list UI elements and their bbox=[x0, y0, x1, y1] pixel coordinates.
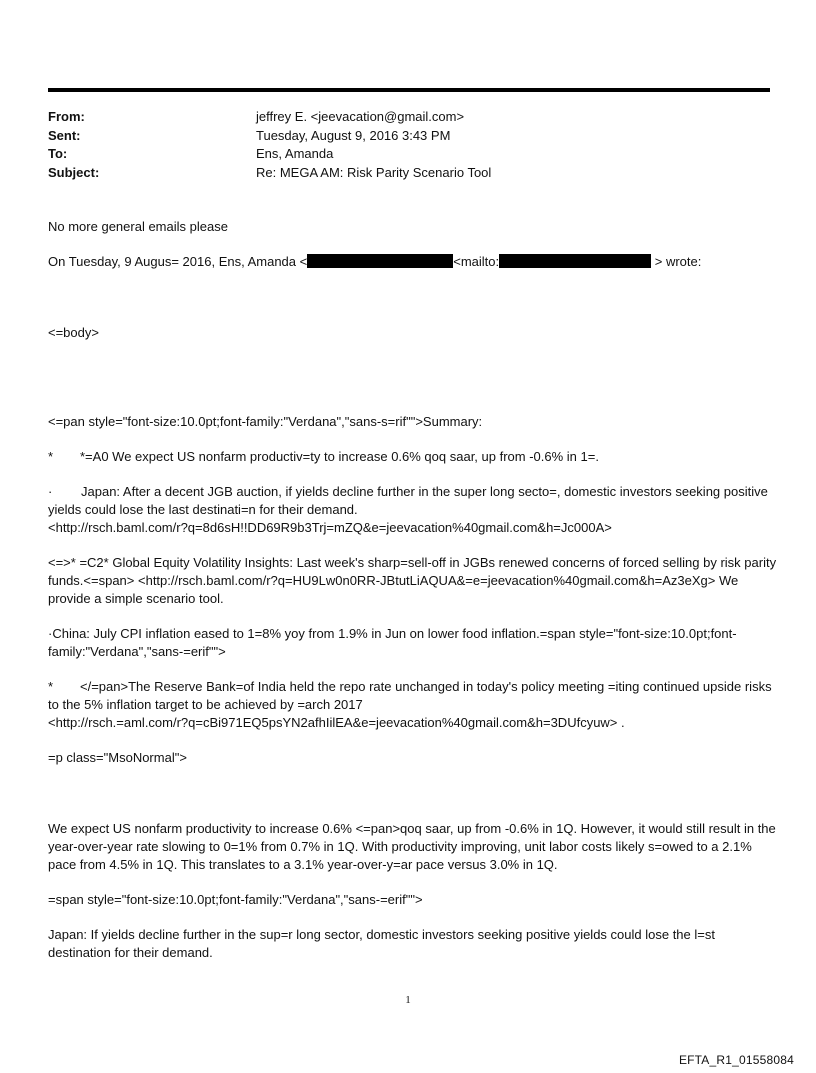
bullet-india bbox=[48, 678, 778, 732]
document-id: EFTA_R1_01558084 bbox=[678, 1053, 794, 1067]
bullet-mark: * bbox=[48, 449, 54, 464]
bullet-productivity bbox=[48, 448, 778, 466]
bullet-text: Japan: After a decent JGB auction, if yields decline further in the super long secto=, domestic investors seeking positive yields could lose the last destinati=n for their demand. bbox=[48, 484, 768, 517]
redaction-block bbox=[307, 254, 453, 268]
bullet-mark: * bbox=[48, 679, 54, 694]
bullet-china: ·China: July CPI inflation eased to 1=8% yoy from 1.9% in Jun on lower food inflation.=span style="font-size:10.0pt;font-family:"Verdana","sans-=erif""> bbox=[48, 626, 737, 659]
page-number: 1 bbox=[405, 994, 411, 1006]
quote-intro-part-c: > wrote: bbox=[651, 254, 702, 269]
msonormal-text: =p class="MsoNormal"> bbox=[48, 750, 187, 765]
bullet-volatility: <=>* =C2* Global Equity Volatility Insights: Last week's sharp=sell-off in JGBs renewed concerns of forced selling by risk parity funds.<=span> <http://rsch.baml.com/r?q=HU9Lw0n0RR-JBtutLiAQUA&=e=jeevacation%40gmail.com&h=Az3eXg> We provide a simple scenario tool. bbox=[48, 555, 777, 606]
bullet-text: *=A0 We expect US nonfarm productiv=ty to increase 0.6% qoq saar, up from -0.6% in 1=. bbox=[80, 449, 599, 464]
header-row-sent bbox=[48, 127, 770, 146]
redaction-block bbox=[499, 254, 651, 268]
header-row-from bbox=[48, 108, 770, 127]
quote-intro-part-a: On Tuesday, 9 Augus= 2016, Ens, Amanda < bbox=[48, 254, 308, 269]
sent-label: Sent: bbox=[48, 127, 81, 143]
quote-intro bbox=[48, 253, 778, 271]
header-row-subject bbox=[48, 164, 770, 183]
research-link[interactable]: <http://rsch.=aml.com/r?q=cBi971EQ5psYN2afhIilEA&e=jeevacation%40gmail.com&h=3DUfcyuw> . bbox=[48, 715, 625, 730]
bullet-japan bbox=[48, 483, 778, 537]
bullet-text: </=pan>The Reserve Bank=of India held the repo rate unchanged in today's policy meeting =iting continued upside risks to the 5% inflation target to be achieved by =arch 2017 bbox=[48, 679, 772, 712]
reply-text: No more general emails please bbox=[48, 219, 228, 234]
email-body bbox=[48, 218, 778, 962]
header-row-to bbox=[48, 145, 770, 164]
productivity-paragraph: We expect US nonfarm productivity to increase 0.6% <=pan>qoq saar, up from -0.6% in 1Q. However, it would still result in the year-over-year rate slowing to 0=1% from 0.7% in 1Q. With productivity improving, unit labor costs likely s=owed to a 2.1% pace from 4.5% in 1Q. This translates to a 3.1% year-over-y=ar pace versus 3.0% in 1Q. bbox=[48, 821, 776, 872]
from-label: From: bbox=[48, 109, 85, 124]
summary-heading: <=pan style="font-size:10.0pt;font-family:"Verdana","sans-s=rif"">Summary: bbox=[48, 414, 483, 429]
bullet-mark: · bbox=[48, 484, 53, 499]
sent-value: Tuesday, August 9, 2016 3:43 PM bbox=[256, 127, 451, 143]
quote-intro-part-b: <mailto: bbox=[453, 254, 500, 269]
japan-paragraph: Japan: If yields decline further in the sup=r long sector, domestic investors seeking positive yields could lose the l=st destination for their demand. bbox=[48, 927, 715, 960]
span-style-text: =span style="font-size:10.0pt;font-family:"Verdana","sans-=erif""> bbox=[48, 892, 423, 907]
to-label: To: bbox=[48, 146, 68, 161]
subject-value: Re: MEGA AM: Risk Parity Scenario Tool bbox=[256, 164, 492, 180]
body-tag-text: <=body> bbox=[48, 325, 99, 340]
header-rule bbox=[48, 88, 770, 92]
to-value: Ens, Amanda bbox=[256, 146, 334, 161]
email-header bbox=[48, 108, 770, 182]
subject-label: Subject: bbox=[48, 164, 100, 180]
research-link[interactable]: <http://rsch.baml.com/r?q=8d6sH!!DD69R9b3Trj=mZQ&e=jeevacation%40gmail.com&h=Jc000A> bbox=[48, 520, 612, 535]
from-value: jeffrey E. <jeevacation@gmail.com> bbox=[256, 109, 465, 124]
